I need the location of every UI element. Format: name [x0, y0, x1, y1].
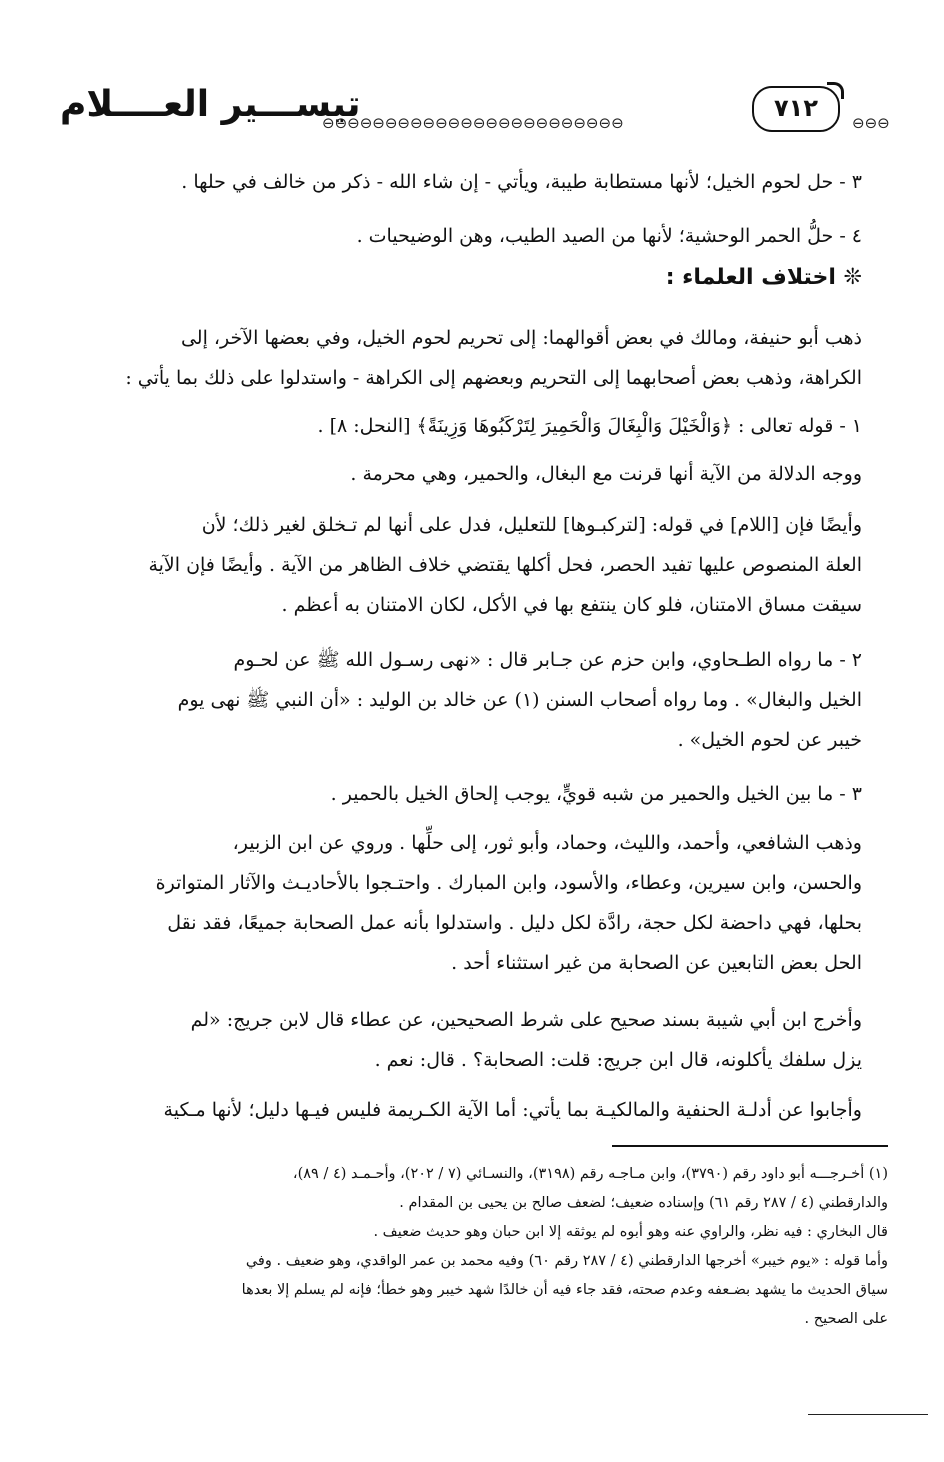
paragraph — [78, 454, 862, 494]
body-line: الخيل والبغال» . وما رواه أصحاب السنن (١) عن خالد بن الوليد : «أن النبي ﷺ نهى يوم — [177, 689, 862, 711]
running-title: تيســـير العــــلام — [60, 84, 361, 125]
body-line — [78, 162, 862, 202]
page-header — [40, 84, 910, 142]
body-line: ٣ - حل لحوم الخيل؛ لأنها مستطابة طيبة، ويأتي - إن شاء الله - ذكر من خالف في حلها . — [181, 171, 862, 193]
body-line — [78, 216, 862, 256]
body-line: والحسن، وابن سيرين، وعطاء، والأسود، وابن المبارك . واحتـجوا بالأحاديـث والآثار المتواترة — [155, 872, 862, 894]
bottom-rule — [808, 1414, 928, 1415]
page-number: ٧١٢ — [774, 94, 818, 122]
body-line: يزل سلفك يأكلونه، قال ابن جريج: قلت: الصحابة؟ . قال: نعم . — [374, 1049, 862, 1071]
section-heading-text: ❊ اختلاف العلماء : — [665, 265, 862, 290]
paragraph — [78, 1000, 862, 1080]
body-line: الحل بعض التابعين عن الصحابة من غير استثناء أحد . — [451, 952, 862, 974]
paragraph — [78, 505, 862, 625]
body-line: وذهب الشافعي، وأحمد، والليث، وحماد، وأبو ثور، إلى حلِّها . وروي عن ابن الزبير، — [232, 832, 862, 854]
paragraph — [78, 318, 862, 398]
body-line: ٤ - حلُّ الحمر الوحشية؛ لأنها من الصيد الطيب، وهن الوضيحيات . — [356, 225, 862, 247]
section-heading — [78, 258, 862, 298]
footnote-line: والدارقطني (٤ / ٢٨٧ رقم ٦١) وإسناده ضعيف؛ لضعف صالح بن يحيى بن المقدام . — [399, 1195, 888, 1211]
body-line: الكراهة، وذهب بعض أصحابهما إلى التحريم وبعضهم إلى الكراهة - واستدلوا على ذلك بما يأتي : — [125, 367, 862, 389]
body-line: ووجه الدلالة من الآية أنها قرنت مع البغال، والحمير، وهي محرمة . — [350, 463, 862, 485]
footnote-line: سياق الحديث ما يشهد بضـعفه وعدم صحته، فقد جاء فيه أن خالدًا شهد خيبر وهو خطأ؛ فإنه لم يسلم إلا بعدها — [241, 1282, 888, 1298]
paragraph — [78, 774, 862, 814]
page-number-frame — [752, 86, 840, 132]
body-line: وأجابوا عن أدلـة الحنفية والمالكيـة بما يأتي: أما الآية الكـريمة فليس فيـها دليل؛ لأنها مـكية — [163, 1099, 862, 1121]
body-line: ٣ - ما بين الخيل والحمير من شبه قويٍّ، يوجب إلحاق الخيل بالحمير . — [330, 783, 862, 805]
body-line: ٢ - ما رواه الطـحاوي، وابن حزم عن جـابر قال : «نهى رسـول الله ﷺ عن لحـوم — [233, 649, 862, 671]
body-line: وأخرج ابن أبي شيبة بسند صحيح على شرط الصحيحين، عن عطاء قال لابن جريج: «لم — [190, 1009, 862, 1031]
body-line: وأيضًا فإن [اللام] في قوله: [لتركبـوها] للتعليل، فدل على أنها لم تـخلق لغير ذلك؛ لأن — [201, 514, 862, 536]
footnote-line: قال البخاري : فيه نظر، والراوي عنه وهو أبوه لم يوثقه إلا ابن حبان وهو حديث ضعيف . — [373, 1224, 888, 1240]
quran-verse-line: ١ - قوله تعالى : ﴿وَالْخَيْلَ وَالْبِغَالَ وَالْحَمِيرَ لِتَرْكَبُوهَا وَزِينَةً﴾ [النحل: ٨] . — [317, 415, 862, 437]
footnotes — [78, 1160, 888, 1334]
footnote-separator — [612, 1145, 888, 1147]
footnote-line: (١) أخـرجـــه أبو داود رقم (٣٧٩٠)، وابن مـاجـه رقم (٣١٩٨)، والنسـائي (٧ / ٢٠٢)، وأحـمـد (٤ / ٨٩)، — [292, 1166, 888, 1182]
body-line: خيبر عن لحوم الخيل» . — [677, 729, 862, 751]
paragraph — [78, 1090, 862, 1130]
header-ornament-short: ⊖⊖⊖ — [852, 114, 890, 132]
paragraph — [78, 406, 862, 446]
paragraph — [78, 640, 862, 760]
header-ornament: ⊖⊖⊖⊖⊖⊖⊖⊖⊖⊖⊖⊖⊖⊖⊖⊖⊖⊖⊖⊖⊖⊖⊖⊖ — [322, 114, 624, 132]
paragraph — [78, 823, 862, 983]
footnote-line: على الصحيح . — [804, 1311, 888, 1327]
body-line: العلة المنصوص عليها تفيد الحصر، فحل أكلها يقتضي خلاف الظاهر من الآية . وأيضًا فإن الآية — [148, 554, 862, 576]
body-line: بحلها، فهي داحضة لكل حجة، رادَّة لكل دليل . واستدلوا بأنه عمل الصحابة جميعًا، فقد نقل — [167, 912, 862, 934]
body-line: ذهب أبو حنيفة، ومالك في بعض أقوالهما: إلى تحريم لحوم الخيل، وفي بعضها الآخر، إلى — [180, 327, 862, 349]
footnote-line: وأما قوله : «يوم خيبر» أخرجها الدارقطني (٤ / ٢٨٧ رقم ٦٠) وفيه محمد بن عمر الواقدي، وهو ضعيف . وفي — [245, 1253, 888, 1269]
body-line: سيقت مساق الامتنان، فلو كان ينتفع بها في الأكل، لكان الامتنان به أعظم . — [281, 594, 862, 616]
